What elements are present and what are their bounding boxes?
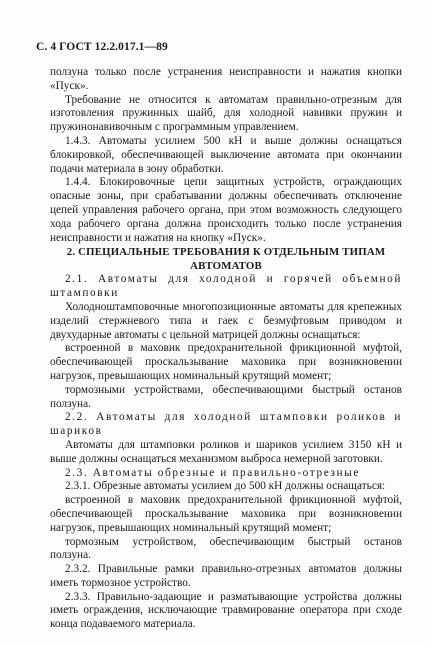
subsection-heading: 2.1. Автоматы для холодной и горячей объемной штамповки: [50, 273, 402, 300]
paragraph: 1.4.4. Блокировочные цепи защитных устройств, ограждающих опасные зоны, при срабатывании должны обеспечивать отключение цепей управления рабочего органа, при этом возможность следующего хода рабочего органа должна происходить только после устранения неисправности и нажатия на кнопку «Пуск».: [50, 176, 402, 244]
paragraph: тормозными устройствами, обеспечивающими быстрый останов ползуна.: [50, 383, 402, 410]
page-header: С. 4 ГОСТ 12.2.017.1—89: [36, 41, 168, 53]
subsection-heading: 2.3. Автоматы обрезные и правильно-отрезные: [65, 466, 360, 479]
subsection-heading: 2.2. Автоматы для холодной штамповки роликов и шариков: [50, 411, 402, 438]
paragraph: тормозным устройством, обеспечивающим быстрый останов ползуна.: [50, 535, 402, 562]
paragraph: Автоматы для штамповки роликов и шариков усилием 3150 кН и выше должны оснащаться механизмом выброса немерной заготовки.: [50, 438, 402, 465]
paragraph: встроенной в маховик предохранительной фрикционной муфтой, обеспечивающей проскальзывание маховика при возникновении нагрузок, превышающих номинальный крутящий момент;: [50, 494, 402, 534]
paragraph: 2.3.2. Правильные рамки правильно-отрезных автоматов должны иметь тормозное устройство.: [50, 563, 402, 589]
paragraph: Холодноштамповочные многопозиционные автоматы для крепежных изделий стержневого типа и гаек с безмуфтовым приводом и двухударные автоматы с цельной матрицей должны оснащаться:: [50, 300, 402, 341]
paragraph: Требование не относится к автоматам правильно-отрезным для изготовления пружинных шайб, для холодной навивки пружин и пружинонавивочным с программным управлением.: [50, 93, 402, 134]
paragraph: встроенной в маховик предохранительной фрикционной муфтой, обеспечивающей проскальзывание маховика при возникновении нагрузок, превышающих номинальный крутящий момент;: [50, 342, 402, 382]
paragraph: 2.3.1. Обрезные автоматы усилием до 500 кН должны оснащаться:: [65, 480, 386, 493]
section-heading: 2. СПЕЦИАЛЬНЫЕ ТРЕБОВАНИЯ К ОТДЕЛЬНЫМ ТИПАМ АВТОМАТОВ: [66, 246, 386, 273]
document-body: [50, 66, 402, 632]
paragraph: ползуна только после устранения неисправности и нажатия кнопки «Пуск».: [50, 66, 402, 92]
paragraph: 1.4.3. Автоматы усилием 500 кН и выше должны оснащаться блокировкой, обеспечивающей выключение автомата при окончании подачи материала в зону обработки.: [50, 134, 402, 175]
paragraph: 2.3.3. Правильно-задающие и разматывающие устройства должны иметь ограждения, исключающие травмирование оператора при сходе конца подаваемого материала.: [50, 590, 402, 631]
